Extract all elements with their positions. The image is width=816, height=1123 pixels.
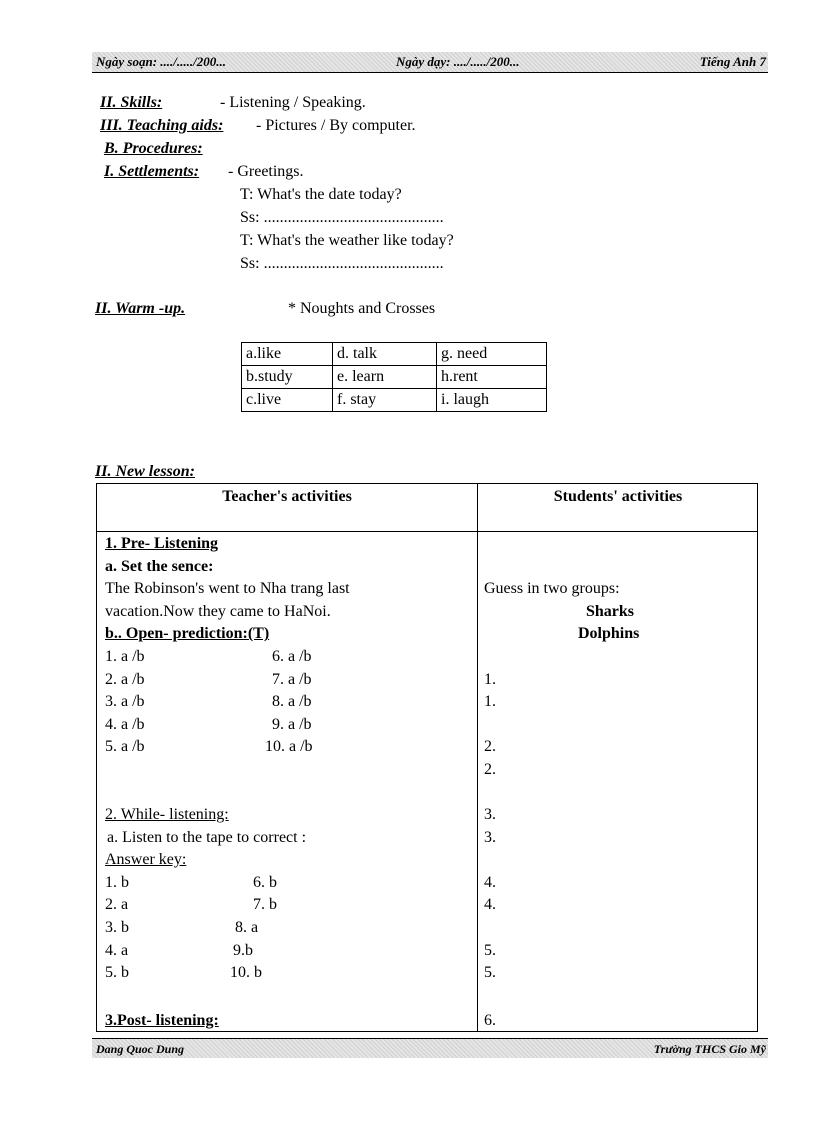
student-number: 2. [484,761,496,778]
answer-right-8: 8. a [235,919,259,936]
listen-instruction: a. Listen to the tape to correct : [107,828,307,846]
new-lesson-label-text: II. New lesson: [95,463,196,480]
student-number: 1. [484,693,496,711]
prediction-right-9: 9. a /b [272,715,312,733]
grid-cell: g. need [437,343,547,366]
student-number: 3. [484,806,496,823]
grid-cell: a.like [242,343,333,366]
group-dolphins: Dolphins [578,625,640,643]
prediction-left-5: 5. a /b [105,738,145,756]
answer-key-heading: Answer key: [105,851,187,869]
answer-right-10: 10. b [230,964,262,982]
prediction-right-7: 7. a /b [272,670,312,688]
answer-left-5: 5. b [105,964,129,982]
header-subject: Tiếng Anh 7 [699,54,766,69]
answer-left-3: 3. b [105,919,129,936]
prediction-right-8: 8. a /b [272,693,312,711]
grid-row [242,389,547,412]
group-sharks: Sharks [586,602,635,620]
column-divider [477,484,478,1031]
student-number: 6. [484,1012,496,1029]
grid-row [242,366,547,389]
answer-right-9: 9.b [233,941,253,959]
lesson-table [96,483,758,1032]
teacher-activities-heading: Teacher's activities [222,488,352,505]
guess-instruction: Guess in two groups: [484,580,620,598]
prediction-left-3: 3. a /b [105,693,145,711]
skills-value: - Listening / Speaking. [220,94,366,111]
answer-left-1: 1. b [105,873,129,891]
students-activities-heading: Students' activities [553,488,683,505]
aids-value: - Pictures / By computer. [256,117,416,134]
grid-cell: d. talk [333,343,437,366]
sence-text-1: The Robinson's went to Nha trang last [105,580,350,598]
warmup-title: * Noughts and Crosses [288,300,436,317]
footer-author: Dang Quoc Dung [96,1042,185,1056]
new-lesson-label [95,462,195,482]
answer-left-2: 2. a [105,896,129,914]
settlement-line-5: Ss: ............................................. [240,255,444,272]
page-header [92,52,768,73]
answer-left-4: 4. a [105,941,129,959]
prediction-right-6: 6. a /b [272,648,312,665]
grid-cell: b.study [242,366,333,389]
settlement-line-4: T: What's the weather like today? [240,232,454,249]
grid-row [242,343,547,366]
prediction-right-10: 10. a /b [265,738,313,756]
grid-cell: h.rent [437,366,547,389]
grid-cell: i. laugh [437,389,547,412]
answer-right-6: 6. b [253,873,277,891]
student-number: 1. [484,670,496,688]
grid-cell: e. learn [333,366,437,389]
noughts-crosses-grid [241,342,547,412]
answer-right-7: 7. b [253,896,277,914]
prediction-left-4: 4. a /b [105,715,145,733]
warmup-label [95,299,185,319]
page-footer [92,1038,768,1058]
set-sence-heading: a. Set the sence: [105,557,214,575]
skills-label: II. Skills: [100,94,163,111]
footer-school: Trường THCS Gio Mỹ [653,1042,766,1056]
while-listening-text: 2. While- listening: [105,806,229,823]
student-number: 2. [484,738,496,756]
sence-text-2: vacation.Now they came to HaNoi. [105,602,331,620]
header-teach-date: Ngày dạy: ..../...../200... [396,54,520,69]
grid-cell: f. stay [333,389,437,412]
skills-row [100,93,162,113]
student-number: 4. [484,896,496,914]
while-listening-heading [105,804,229,827]
student-number: 4. [484,873,496,891]
student-number: 5. [484,964,496,982]
prediction-left-1: 1. a /b [105,648,145,665]
header-prep-date: Ngày soạn: ..../...../200... [96,54,226,69]
post-listening-heading: 3.Post- listening: [105,1012,219,1029]
warmup-label-text: II. Warm -up. [95,300,186,317]
settlement-line-2: T: What's the date today? [240,186,402,203]
grid-cell: c.live [242,389,333,412]
student-number: 3. [484,828,496,846]
procedures-label [104,139,203,159]
prediction-left-2: 2. a /b [105,670,145,688]
aids-label-text: III. Teaching aids: [100,117,224,134]
settlements-label [104,162,199,182]
open-prediction-heading: b.. Open- prediction:(T) [105,625,270,643]
student-number: 5. [484,941,496,959]
settlement-line-1: - Greetings. [228,163,304,180]
settlement-line-3: Ss: ............................................. [240,209,444,226]
settlements-label-text: I. Settlements: [104,163,200,180]
aids-label [100,116,223,136]
pre-listening-heading: 1. Pre- Listening [105,535,219,552]
header-divider [97,531,757,532]
procedures-label-text: B. Procedures: [104,140,203,157]
